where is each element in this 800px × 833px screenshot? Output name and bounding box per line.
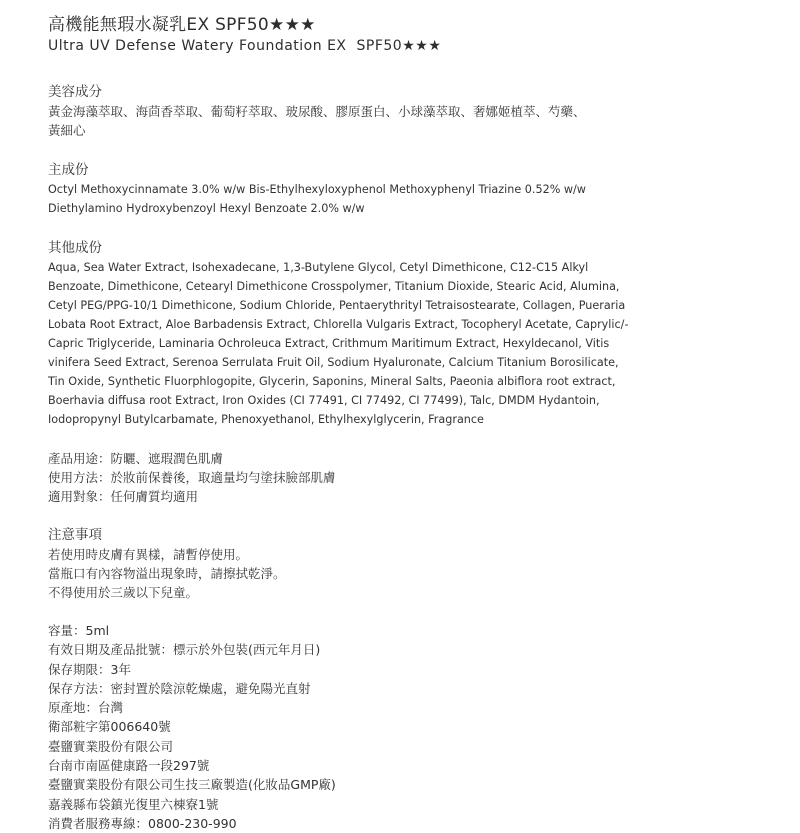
beauty-ingredients-line: 黃細心 — [48, 123, 86, 138]
company-name: 臺鹽實業股份有限公司 — [48, 738, 174, 754]
product-title-chinese: 高機能無瑕水凝乳EX SPF50★★★ — [48, 15, 316, 35]
caution-line: 當瓶口有內容物溢出現象時，請擦拭乾淨。 — [48, 566, 286, 581]
section-heading-main: 主成份 — [48, 162, 89, 178]
product-info-document — [48, 14, 788, 833]
expiry-and-batch: 有效日期及產品批號：標示於外包裝(西元年月日) — [48, 642, 321, 658]
license-number: 衛部粧字第006640號 — [48, 719, 171, 735]
other-ingredients-line: Lobata Root Extract, Aloe Barbadensis Extract, Chlorella Vulgaris Extract, Tocopheryl Acetate, Caprylic/- — [48, 318, 629, 331]
beauty-ingredients-line: 黃金海藻萃取、海茴香萃取、葡萄籽萃取、玻尿酸、膠原蛋白、小球藻萃取、奢娜姬植萃、芍藥、 — [48, 104, 586, 119]
main-ingredients-section — [48, 160, 788, 218]
section-heading-other: 其他成份 — [48, 240, 102, 256]
company-address: 台南市南區健康路一段297號 — [48, 758, 210, 774]
other-ingredients-line: Boerhavia diffusa root Extract, Iron Oxides (CI 77491, CI 77492, CI 77499), Talc, DMDM Hydantoin, — [48, 394, 600, 407]
country-of-origin: 原產地：台灣 — [48, 700, 124, 716]
other-ingredients-line: Capric Triglyceride, Laminaria Ochroleuca Extract, Crithmum Maritimum Extract, Hexyldecanol, Vitis — [48, 337, 610, 350]
storage-method: 保存方法：密封置於陰涼乾燥處，避免陽光直射 — [48, 680, 311, 696]
other-ingredients-line: Tin Oxide, Synthetic Fluorphlogopite, Glycerin, Saponins, Mineral Salts, Paeonia albiflora root extract, — [48, 375, 616, 388]
other-ingredients-section — [48, 238, 788, 429]
manufacturer: 臺鹽實業股份有限公司生技三廠製造(化妝品GMP廠) — [48, 777, 336, 793]
other-ingredients-line: Aqua, Sea Water Extract, Isohexadecane, 1,3-Butylene Glycol, Cetyl Dimethicone, C12-C15 Alkyl — [48, 261, 589, 274]
caution-line: 若使用時皮膚有異樣，請暫停使用。 — [48, 547, 249, 562]
beauty-ingredients-section — [48, 82, 788, 140]
main-ingredients-line: Diethylamino Hydroxybenzoyl Hexyl Benzoate 2.0% w/w — [48, 202, 365, 215]
product-name-english: Ultra UV Defense Watery Foundation EX — [48, 38, 347, 54]
product-purpose: 產品用途：防曬、遮瑕潤色肌膚 — [48, 451, 224, 466]
volume: 容量：5ml — [48, 623, 110, 638]
other-ingredients-line: Benzoate, Dimethicone, Cetearyl Dimethicone Crosspolymer, Titanium Dioxide, Stearic Acid, Alumina, — [48, 280, 620, 293]
shelf-life: 保存期限：3年 — [48, 661, 131, 677]
target-users: 適用對象：任何膚質均適用 — [48, 489, 199, 504]
spf-rating: SPF50★★★ — [356, 38, 442, 54]
other-ingredients-line: Iodopropynyl Butylcarbamate, Phenoxyethanol, Ethylhexylglycerin, Fragrance — [48, 413, 484, 426]
section-heading-beauty: 美容成分 — [48, 84, 102, 100]
customer-service-line: 消費者服務專線：0800-230-990 — [48, 815, 237, 831]
caution-section — [48, 525, 788, 602]
section-heading-caution: 注意事項 — [48, 527, 102, 543]
usage-section — [48, 449, 788, 506]
caution-line: 不得使用於三歲以下兒童。 — [48, 585, 199, 600]
manufacturer-address: 嘉義縣布袋鎮光復里六棟寮1號 — [48, 796, 219, 812]
usage-method: 使用方法：於妝前保養後，取適量均勻塗抹臉部肌膚 — [48, 470, 336, 485]
product-title-english — [48, 36, 788, 56]
product-details-section — [48, 621, 788, 833]
other-ingredients-line: vinifera Seed Extract, Serenoa Serrulata Fruit Oil, Sodium Hyaluronate, Calcium Titanium Borosilicate, — [48, 356, 619, 369]
main-ingredients-line: Octyl Methoxycinnamate 3.0% w/w Bis-Ethylhexyloxyphenol Methoxyphenyl Triazine 0.52% w/w — [48, 183, 586, 196]
other-ingredients-line: Cetyl PEG/PPG-10/1 Dimethicone, Sodium Chloride, Pentaerythrityl Tetraisostearate, Collagen, Pueraria — [48, 299, 626, 312]
